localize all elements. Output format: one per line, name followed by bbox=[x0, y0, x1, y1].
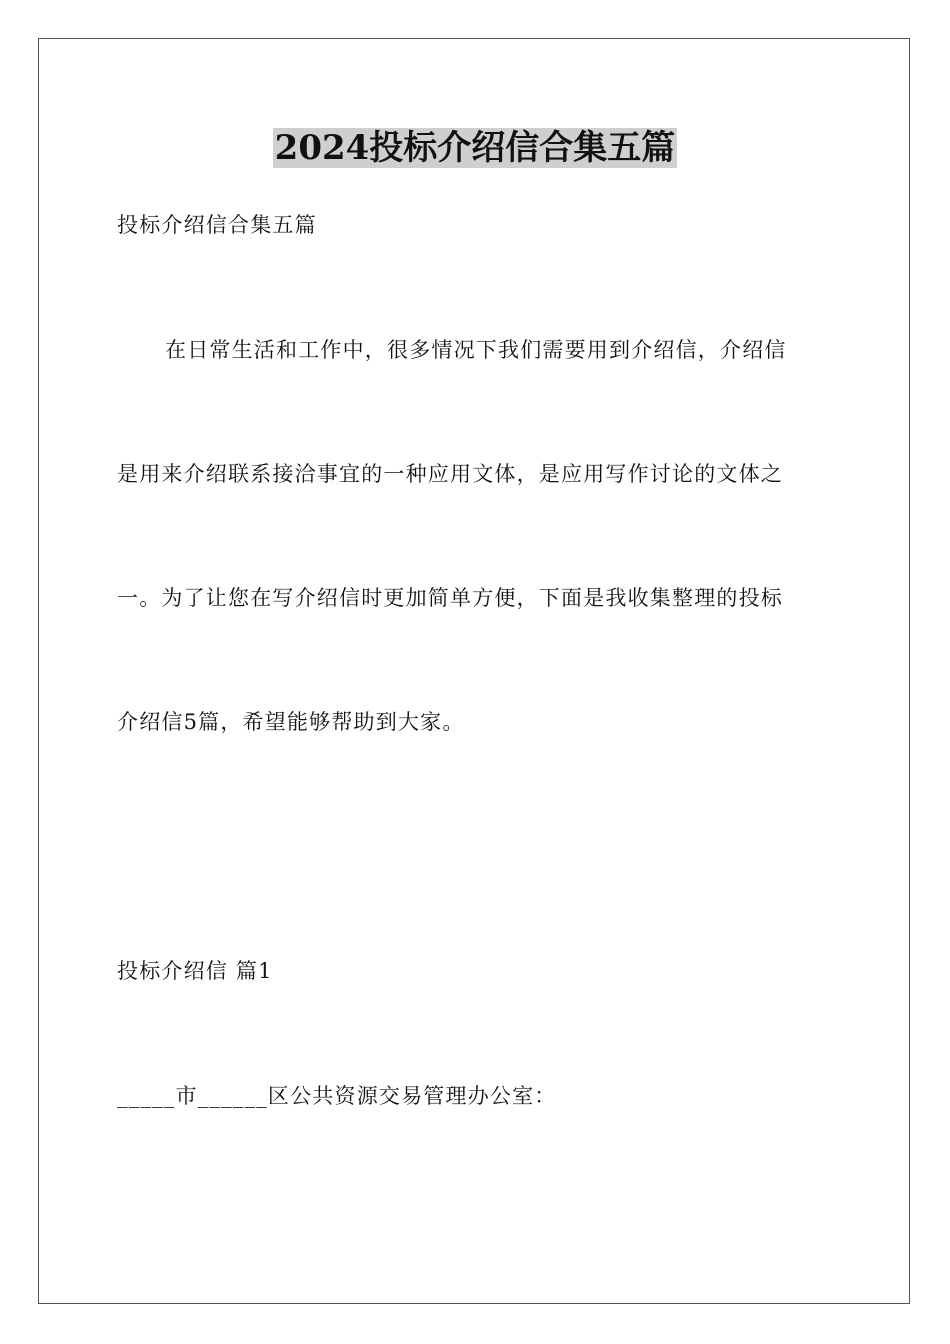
document-title bbox=[0, 126, 950, 170]
intro-line-1: 在日常生活和工作中，很多情况下我们需要用到介绍信，介绍信 bbox=[165, 338, 787, 362]
section-heading: 投标介绍信 篇1 bbox=[117, 959, 273, 983]
intro-line-4: 介绍信5篇，希望能够帮助到大家。 bbox=[117, 710, 465, 734]
document-subtitle: 投标介绍信合集五篇 bbox=[117, 213, 317, 237]
intro-line-2: 是用来介绍联系接洽事宜的一种应用文体，是应用写作讨论的文体之 bbox=[117, 462, 783, 486]
intro-line-3: 一。为了让您在写介绍信时更加简单方便，下面是我收集整理的投标 bbox=[117, 586, 783, 610]
salutation-line: _____市______区公共资源交易管理办公室： bbox=[117, 1084, 557, 1108]
document-title-text: 2024投标介绍信合集五篇 bbox=[274, 128, 676, 168]
